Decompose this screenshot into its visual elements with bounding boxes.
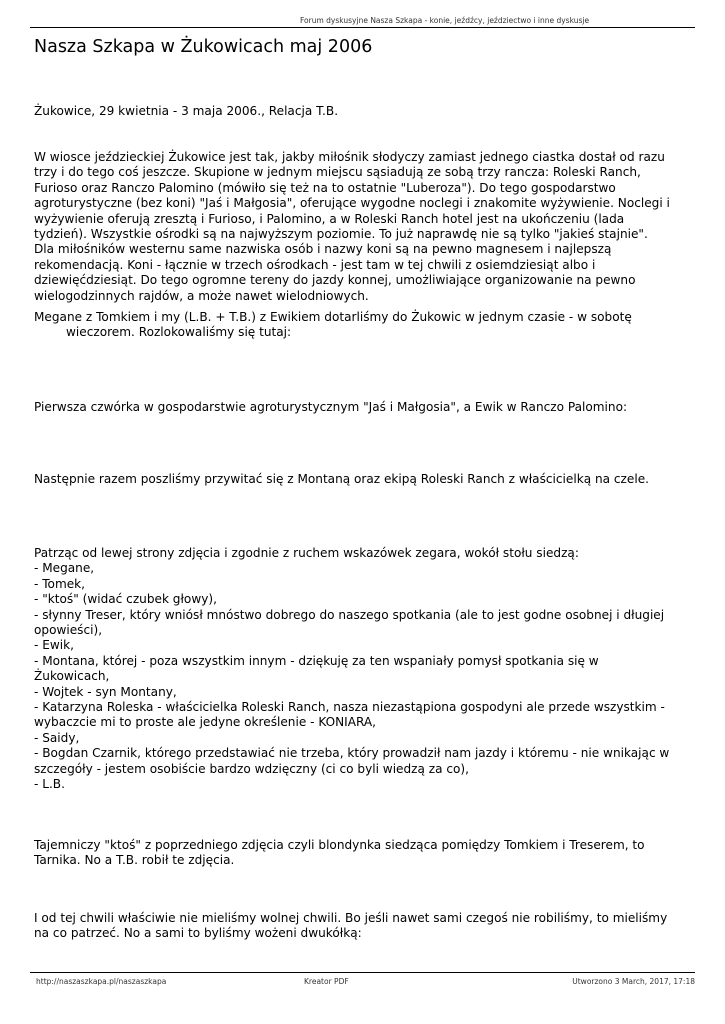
text-line: wieczorem. Rozlokowaliśmy się tutaj: (66, 325, 292, 340)
text-line: trzy i do tego coś jeszcze. Skupione w jednym miejscu sąsiadują ze sobą trzy rancza: Roleski Ranch, (34, 165, 641, 180)
list-item: - L.B. (34, 777, 65, 792)
text-line: I od tej chwili właściwie nie mieliśmy wolnej chwili. Bo jeśli nawet sami czegoś nie robiliśmy, to mieliśmy (34, 911, 668, 925)
list-item: opowieści), (34, 623, 103, 638)
footer-created-date: Utworzono 3 March, 2017, 17:18 (572, 977, 695, 986)
header-divider (30, 27, 695, 28)
text-line: Tarnika. No a T.B. robił te zdjęcia. (34, 853, 235, 868)
article-dateline (34, 104, 694, 119)
text-line: Następnie razem poszliśmy przywitać się z Montaną oraz ekipą Roleski Ranch z właścicielką na czele. (34, 472, 649, 486)
paragraph-intro (34, 150, 694, 304)
paragraph-activities (34, 911, 694, 942)
text-line: na co patrzeć. No a sami to byliśmy wożeni dwukółką: (34, 926, 362, 941)
list-item: - Megane, (34, 561, 95, 576)
text-line: wyżywienie oferują zresztą i Furioso, i Palomino, a w Roleski Ranch hotel jest na ukończeniu (lada (34, 211, 625, 226)
paragraph-arrival (34, 310, 694, 341)
text-line: wielogodzinnych rajdów, a może nawet wielodniowych. (34, 288, 369, 303)
list-item: wybaczcie mi to proste ale jedyne określenie - KONIARA, (34, 715, 377, 730)
paragraph-greeting (34, 472, 694, 487)
paragraph-mystery-person (34, 838, 694, 869)
list-item: - Saidy, (34, 730, 80, 745)
footer-divider (30, 972, 695, 973)
list-item: - Ewik, (34, 638, 74, 653)
paragraph-participants-list (34, 546, 694, 793)
dateline-text: Żukowice, 29 kwietnia - 3 maja 2006., Relacja T.B. (34, 104, 339, 118)
list-item: Żukowicach, (34, 669, 110, 684)
paragraph-lodging (34, 400, 694, 415)
list-item: - słynny Treser, który wniósł mnóstwo dobrego do naszego spotkania (ale to jest godne osobnej i długiej (34, 607, 665, 622)
text-line: Tajemniczy "ktoś" z poprzedniego zdjęcia czyli blondynka siedząca pomiędzy Tomkiem i Treserem, to (34, 838, 645, 852)
text-line: Dla miłośników westernu same nazwiska osób i nazwy koni są na pewno magnesem i najlepszą (34, 242, 612, 257)
article-title: Nasza Szkapa w Żukowicach maj 2006 (34, 37, 373, 57)
list-item: - Wojtek - syn Montany, (34, 684, 177, 699)
text-line: Furioso oraz Ranczo Palomino (mówiło się też na to ostatnie "Luberoza"). Do tego gospodarstwo (34, 180, 616, 195)
text-line: Pierwsza czwórka w gospodarstwie agroturystycznym "Jaś i Małgosia", a Ewik w Ranczo Palomino: (34, 400, 628, 414)
text-line: tydzień). Wszystkie ośrodki są na najwyższym poziomie. To już naprawdę nie są tylko "jakieś stajnie". (34, 227, 648, 242)
list-item: - Montana, której - poza wszystkim innym - dziękuję za ten wspaniały pomysł spotkania się w (34, 653, 599, 668)
page-header-site-title: Forum dyskusyjne Nasza Szkapa - konie, jeźdźcy, jeździectwo i inne dyskusje (300, 16, 590, 25)
list-item: - Tomek, (34, 576, 86, 591)
text-line: dziewięćdziesiąt. Do tego ogromne tereny do jazdy konnej, umożliwiające organizowanie na pewno (34, 273, 636, 288)
text-line: Megane z Tomkiem i my (L.B. + T.B.) z Ewikiem dotarliśmy do Żukowic w jednym czasie - w sobotę (34, 310, 632, 324)
text-line: Patrząc od lewej strony zdjęcia i zgodnie z ruchem wskazówek zegara, wokół stołu siedzą: (34, 546, 579, 560)
text-line: W wiosce jeździeckiej Żukowice jest tak, jakby miłośnik słodyczy zamiast jednego ciastka dostał od razu (34, 150, 665, 164)
footer-generator: Kreator PDF (304, 977, 349, 986)
footer-url: http://naszaszkapa.pl/naszaszkapa (36, 977, 167, 986)
list-item: - Bogdan Czarnik, którego przedstawiać nie trzeba, który prowadził nam jazdy i któremu - nie wnikając w (34, 746, 670, 761)
list-item: szczegóły - jestem osobiście bardzo wdzięczny (ci co byli wiedzą za co), (34, 761, 469, 776)
list-item: - Katarzyna Roleska - właścicielka Roleski Ranch, nasza niezastąpiona gospodyni ale przede wszystkim - (34, 700, 665, 715)
text-line: agroturystyczne (bez koni) "Jaś i Małgosia", oferujące wygodne noclegi i znakomite wyżywienie. Noclegi i (34, 196, 670, 211)
list-item: - "ktoś" (widać czubek głowy), (34, 592, 217, 607)
text-line: rekomendacją. Koni - łącznie w trzech ośrodkach - jest tam w tej chwili z osiemdziesiąt albo i (34, 257, 596, 272)
